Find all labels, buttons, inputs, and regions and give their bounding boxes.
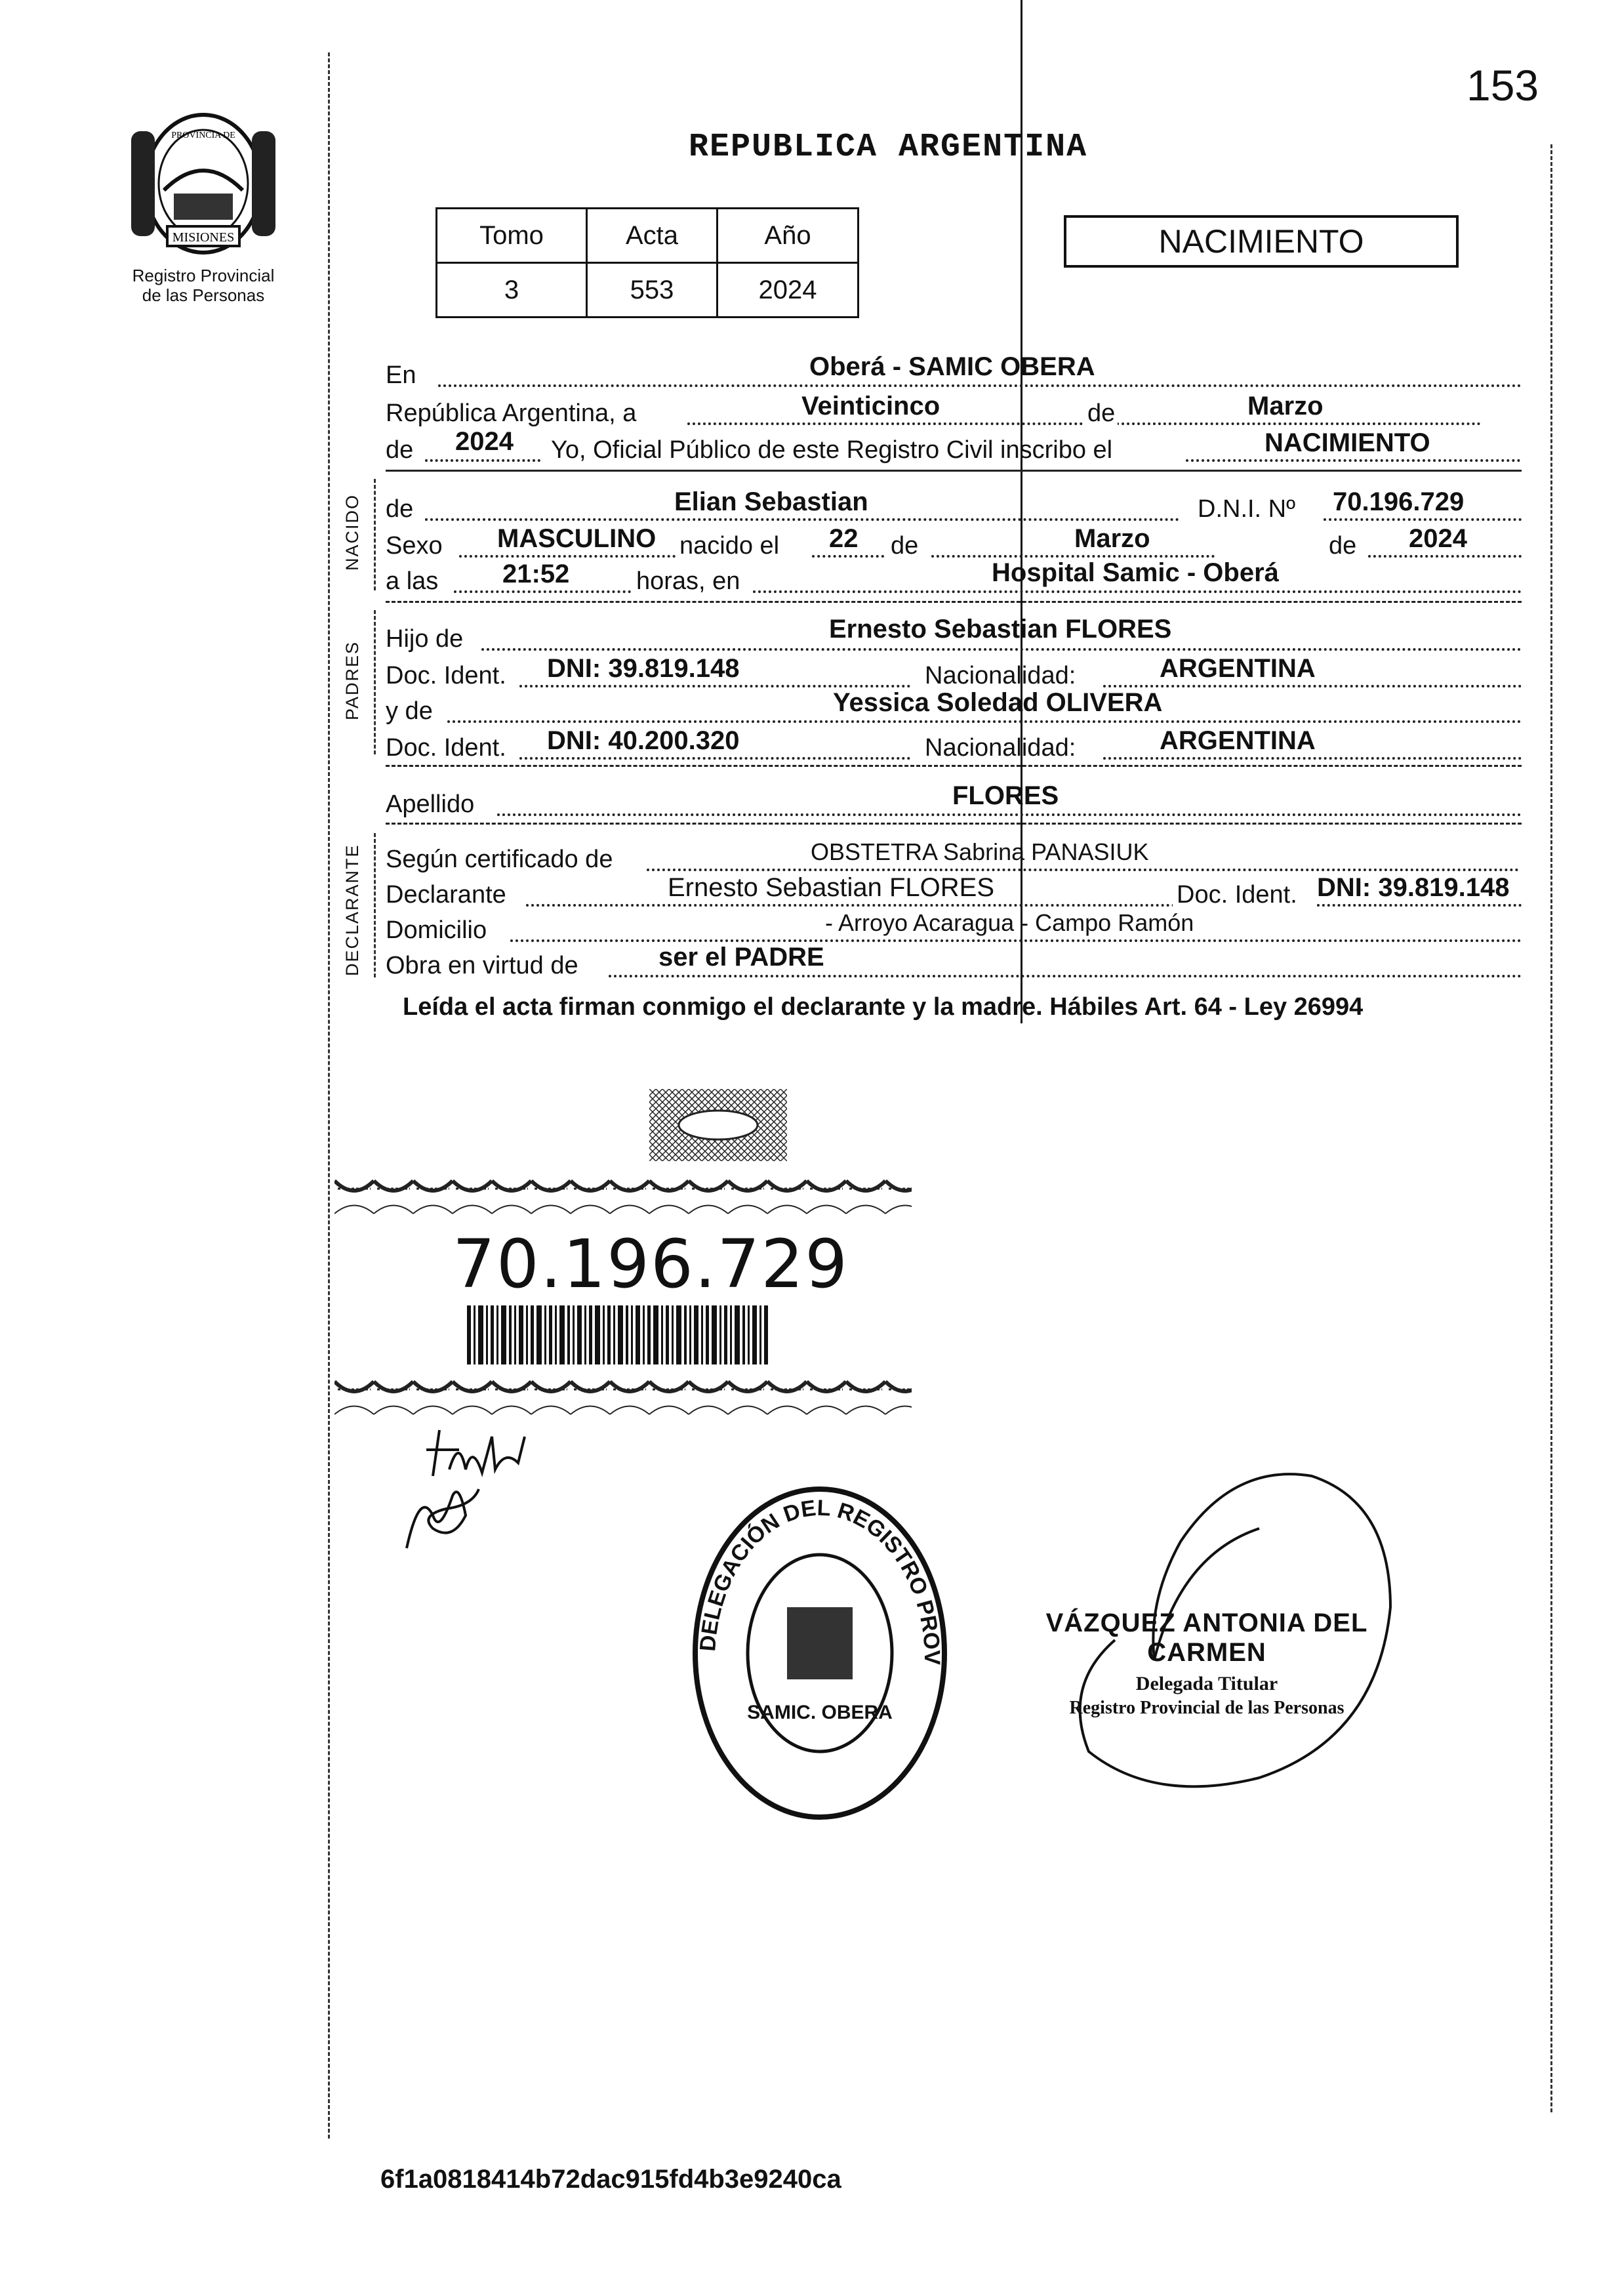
country-title: REPUBLICA ARGENTINA [689,129,1088,166]
value-decl-doc: DNI: 39.819.148 [1317,873,1510,902]
label-declarante: Declarante [386,881,506,909]
row-obra [386,943,1522,980]
row-doc-madre [386,726,1522,762]
value-inscribe: NACIMIENTO [1264,428,1430,457]
value-birth-day: 22 [829,524,859,553]
signature-mother [394,1476,485,1561]
left-margin-line [328,52,330,2139]
row-en [386,353,1522,390]
label-hijo-de: Hijo de [386,625,464,653]
label-birth-de-year: de [1329,532,1357,560]
separator [386,765,1522,767]
section-bar-nacido [374,479,377,590]
label-domicilio: Domicilio [386,916,487,944]
value-segun: OBSTETRA Sabrina PANASIUK [811,838,1149,865]
table-header: Tomo [437,209,587,263]
act-type-box: NACIMIENTO [1064,215,1459,268]
label-nacionalidad-2: Nacionalidad: [925,734,1076,762]
value-declarante: Ernesto Sebastian FLORES [668,873,995,902]
label-de-month: de [1085,400,1118,428]
row-certificado [386,837,1522,874]
label-horas-en: horas, en [636,567,740,595]
section-bar-padres [374,610,377,754]
value-father-nat: ARGENTINA [1160,654,1316,683]
table-header: Acta [587,209,718,263]
label-apellido: Apellido [386,790,475,818]
page-number: 153 [1466,61,1539,110]
value-father: Ernesto Sebastian FLORES [829,615,1172,644]
official-stamp [1010,1609,1404,1719]
value-hour: 21:52 [502,560,570,588]
table-cell-acta: 553 [587,263,718,318]
logo-caption: Registro Provincial de las Personas [132,266,275,305]
row-doc-padre [386,653,1522,690]
security-band-bottom [334,1375,912,1421]
registry-table [435,207,859,318]
seal-icon [118,105,289,262]
right-margin-line [1550,144,1552,2112]
label-dni: D.N.I. Nº [1198,495,1295,523]
dni-sticker-number: 70.196.729 [453,1225,849,1303]
value-en: Oberá - SAMIC OBERA [809,352,1095,381]
legal-note: Leída el acta firman conmigo el declarante y la madre. Hábiles Art. 64 - Ley 26994 [403,993,1364,1021]
table-cell-ano: 2024 [718,263,859,318]
label-y-de: y de [386,697,433,725]
side-label-padres: PADRES [342,640,362,720]
row-nombre [386,487,1522,523]
svg-text:DELEGACIÓN DEL REGISTRO PROVIN: DELEGACIÓN DEL REGISTRO PROV [695,1495,945,1666]
value-father-doc: DNI: 39.819.148 [547,654,740,683]
label-sexo: Sexo [386,532,443,560]
round-stamp [682,1469,958,1824]
svg-text:SAMIC. OBERA: SAMIC. OBERA [747,1702,893,1723]
separator [386,823,1522,825]
svg-text:PROVINCIA DE: PROVINCIA DE [171,131,235,140]
official-office: Registro Provincial de las Personas [1069,1698,1345,1718]
row-madre [386,689,1522,726]
side-label-nacido: NACIDO [342,493,362,571]
separator [386,601,1522,603]
value-obra: ser el PADRE [658,943,824,972]
value-dni: 70.196.729 [1333,487,1465,516]
table-cell-tomo: 3 [437,263,587,318]
separator [386,470,1522,472]
row-apellido [386,782,1522,819]
value-day: Veinticinco [801,392,940,420]
label-a-las: a las [386,567,439,595]
label-doc-ident: Doc. Ident. [386,662,506,689]
value-year: 2024 [455,427,514,456]
label-de-year: de [386,436,414,464]
value-mother: Yessica Soledad OLIVERA [833,688,1163,717]
label-republica: República Argentina, a [386,400,637,427]
row-declarante [386,872,1522,909]
label-nacido-el: nacido el [679,532,780,560]
value-mother-nat: ARGENTINA [1160,726,1316,755]
security-emblem [649,1089,787,1161]
row-domicilio [386,908,1522,945]
row-hora [386,559,1522,596]
label-obra: Obra en virtud de [386,952,578,979]
value-mother-doc: DNI: 40.200.320 [547,726,740,755]
provincial-logo [118,105,289,262]
label-en: En [386,361,416,389]
value-apellido: FLORES [952,781,1059,810]
official-role: Delegada Titular [1135,1673,1278,1694]
value-month: Marzo [1247,392,1324,420]
label-segun: Según certificado de [386,846,613,873]
side-label-declarante: DECLARANTE [342,844,362,976]
label-decl-doc: Doc. Ident. [1173,881,1297,909]
table-header: Año [718,209,859,263]
label-doc-ident-2: Doc. Ident. [386,734,506,762]
security-band-top [334,1174,912,1220]
row-fecha [386,391,1522,428]
label-de-name: de [386,495,414,523]
document-hash: 6f1a0818414b72dac915fd4b3e9240ca [380,2165,841,2194]
row-sexo [386,523,1522,560]
row-padre [386,617,1522,653]
barcode-icon [467,1305,769,1364]
svg-text:MISIONES: MISIONES [172,230,235,245]
value-birth-year: 2024 [1409,524,1467,553]
section-bar-declarante [374,833,377,977]
value-name: Elian Sebastian [674,487,868,516]
value-birth-month: Marzo [1074,524,1150,553]
row-inscribe [386,428,1522,464]
text-yo: Yo, Oficial Público de este Registro Civil inscribo el [551,436,1113,464]
signature-official [984,1410,1410,1804]
label-nacionalidad: Nacionalidad: [925,662,1076,689]
label-birth-de: de [891,532,919,560]
value-domicilio: - Arroyo Acaragua - Campo Ramón [825,909,1194,936]
value-place: Hospital Samic - Oberá [992,558,1279,587]
value-sexo: MASCULINO [497,524,657,553]
official-name: VÁZQUEZ ANTONIA DEL CARMEN [1045,1609,1368,1667]
